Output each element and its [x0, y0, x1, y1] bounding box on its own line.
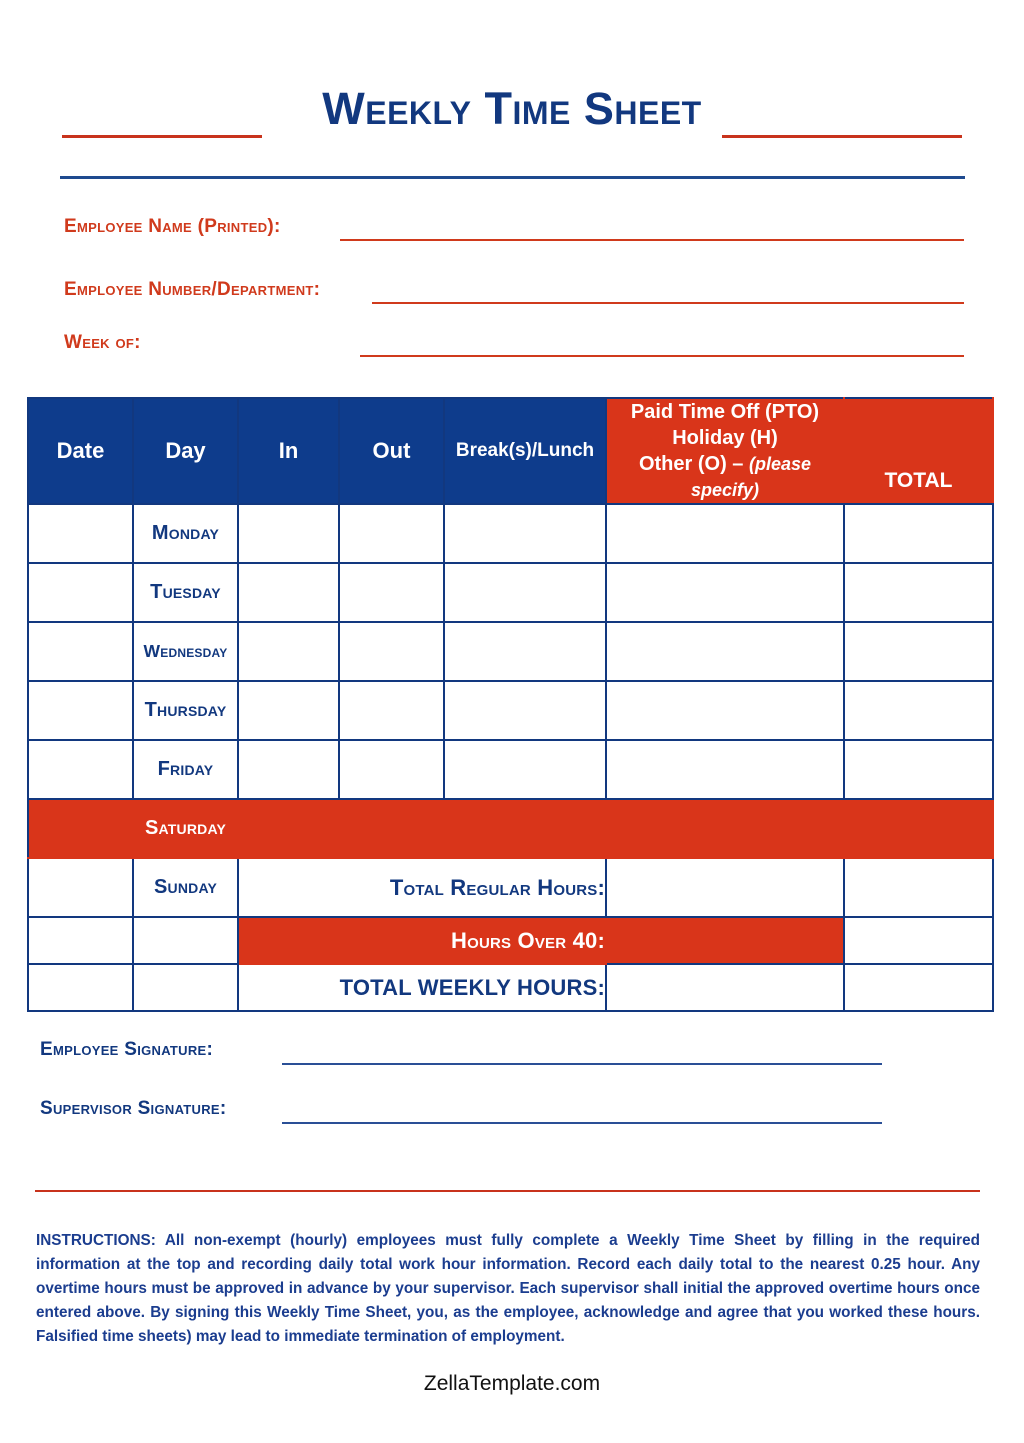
cell-out-thursday[interactable]: [339, 681, 444, 740]
total-weekly-hours-value[interactable]: [606, 964, 844, 1011]
page-title: Weekly Time Sheet: [322, 83, 702, 134]
employee-name-input-line[interactable]: [340, 239, 964, 241]
employee-signature-field[interactable]: [40, 1039, 940, 1069]
day-label-saturday: Saturday: [133, 799, 238, 858]
header-out: Out: [339, 398, 444, 504]
cell-pto-monday[interactable]: [606, 504, 844, 563]
timesheet-table-body: [28, 504, 993, 1011]
cell-in-monday[interactable]: [238, 504, 339, 563]
table-row: [28, 563, 993, 622]
supervisor-signature-label: Supervisor Signature:: [40, 1098, 227, 1119]
total-weekly-hours-total[interactable]: [844, 964, 993, 1011]
day-label-wednesday: Wednesday: [133, 622, 238, 681]
employee-signature-label: Employee Signature:: [40, 1039, 214, 1060]
cell-date-thursday[interactable]: [28, 681, 133, 740]
header-pto-specify: (please specify): [690, 454, 812, 500]
header-total: TOTAL: [844, 398, 993, 504]
cell-pto-saturday[interactable]: [606, 799, 844, 858]
employee-signature-line[interactable]: [282, 1063, 882, 1065]
spacer-cell-day-2: [133, 964, 238, 1011]
instructions-divider: [35, 1190, 980, 1192]
supervisor-signature-line[interactable]: [282, 1122, 882, 1124]
week-of-label: Week of:: [64, 332, 141, 353]
cell-break-friday[interactable]: [444, 740, 606, 799]
table-row: [28, 740, 993, 799]
total-weekly-hours-label: TOTAL WEEKLY HOURS:: [238, 964, 606, 1011]
cell-total-thursday[interactable]: [844, 681, 993, 740]
header-in: In: [238, 398, 339, 504]
header-day: Day: [133, 398, 238, 504]
employee-name-label: Employee Name (Printed):: [64, 216, 281, 237]
hours-over-40-value[interactable]: [606, 917, 844, 964]
cell-out-monday[interactable]: [339, 504, 444, 563]
cell-date-wednesday[interactable]: [28, 622, 133, 681]
instructions-body: All non-exempt (hourly) employees must fully complete a Weekly Time Sheet by filling in the required information at the top and recording daily total work hour information. Record each daily total to the nearest 0.25 hour. Any overtime hours must be approved in advance by your supervisor. Each supervisor shall initial the approved overtime hours once entered above. By signing this Weekly Time Sheet, you, as the employee, acknowledge and agree that you worked these hours. Falsified time sheets) may lead to immediate termination of employment.: [36, 1232, 980, 1345]
cell-break-tuesday[interactable]: [444, 563, 606, 622]
day-label-friday: Friday: [133, 740, 238, 799]
cell-total-saturday[interactable]: [844, 799, 993, 858]
day-label-sunday: Sunday: [133, 858, 238, 917]
total-regular-hours-total[interactable]: [844, 858, 993, 917]
table-row: [28, 622, 993, 681]
cell-break-saturday[interactable]: [444, 799, 606, 858]
week-of-input-line[interactable]: [360, 355, 964, 357]
cell-total-monday[interactable]: [844, 504, 993, 563]
cell-date-friday[interactable]: [28, 740, 133, 799]
day-label-thursday: Thursday: [133, 681, 238, 740]
header-date: Date: [28, 398, 133, 504]
table-row: [28, 917, 993, 964]
header-divider: [60, 176, 965, 179]
cell-in-friday[interactable]: [238, 740, 339, 799]
header-pto-line1: Paid Time Off (PTO): [630, 401, 820, 423]
cell-total-tuesday[interactable]: [844, 563, 993, 622]
cell-pto-thursday[interactable]: [606, 681, 844, 740]
spacer-cell-left: [28, 917, 133, 964]
table-row: [28, 964, 993, 1011]
supervisor-signature-field[interactable]: [40, 1098, 940, 1128]
table-header-row: [28, 398, 993, 504]
spacer-cell-day: [133, 917, 238, 964]
total-regular-hours-value[interactable]: [606, 858, 844, 917]
cell-pto-wednesday[interactable]: [606, 622, 844, 681]
footer-branding: ZellaTemplate.com: [423, 1372, 601, 1395]
cell-in-saturday[interactable]: [238, 799, 339, 858]
day-label-monday: Monday: [133, 504, 238, 563]
employee-number-field[interactable]: [64, 279, 964, 309]
employee-number-label: Employee Number/Department:: [64, 279, 321, 300]
total-regular-hours-label: Total Regular Hours:: [238, 858, 606, 917]
day-label-tuesday: Tuesday: [133, 563, 238, 622]
hours-over-40-label: Hours Over 40:: [238, 917, 606, 964]
employee-number-input-line[interactable]: [372, 302, 964, 304]
instructions-heading: INSTRUCTIONS:: [36, 1232, 156, 1249]
cell-out-wednesday[interactable]: [339, 622, 444, 681]
spacer-cell-left-2: [28, 964, 133, 1011]
cell-date-monday[interactable]: [28, 504, 133, 563]
hours-over-40-total[interactable]: [844, 917, 993, 964]
table-row: [28, 681, 993, 740]
table-row: [28, 799, 993, 858]
header-pto-other: Other (O) –: [638, 453, 749, 475]
cell-date-saturday[interactable]: [28, 799, 133, 858]
cell-in-wednesday[interactable]: [238, 622, 339, 681]
header-pto-line3: [611, 451, 839, 503]
cell-in-tuesday[interactable]: [238, 563, 339, 622]
cell-pto-tuesday[interactable]: [606, 563, 844, 622]
cell-out-saturday[interactable]: [339, 799, 444, 858]
header-break: Break(s)/Lunch: [444, 398, 606, 504]
timesheet-table-wrapper: [27, 397, 992, 1012]
instructions-block: [36, 1229, 980, 1349]
title-block: [0, 78, 1024, 158]
cell-break-monday[interactable]: [444, 504, 606, 563]
cell-in-thursday[interactable]: [238, 681, 339, 740]
week-of-field[interactable]: [64, 332, 964, 362]
header-pto: [606, 398, 844, 504]
table-row: [28, 504, 993, 563]
cell-break-wednesday[interactable]: [444, 622, 606, 681]
timesheet-table: [27, 397, 994, 1012]
cell-pto-friday[interactable]: [606, 740, 844, 799]
header-pto-line2: Holiday (H): [672, 427, 778, 449]
cell-out-friday[interactable]: [339, 740, 444, 799]
cell-date-tuesday[interactable]: [28, 563, 133, 622]
cell-out-tuesday[interactable]: [339, 563, 444, 622]
cell-total-friday[interactable]: [844, 740, 993, 799]
cell-break-thursday[interactable]: [444, 681, 606, 740]
table-row: [28, 858, 993, 917]
employee-name-field[interactable]: [64, 216, 964, 246]
cell-total-wednesday[interactable]: [844, 622, 993, 681]
cell-date-sunday[interactable]: [28, 858, 133, 917]
